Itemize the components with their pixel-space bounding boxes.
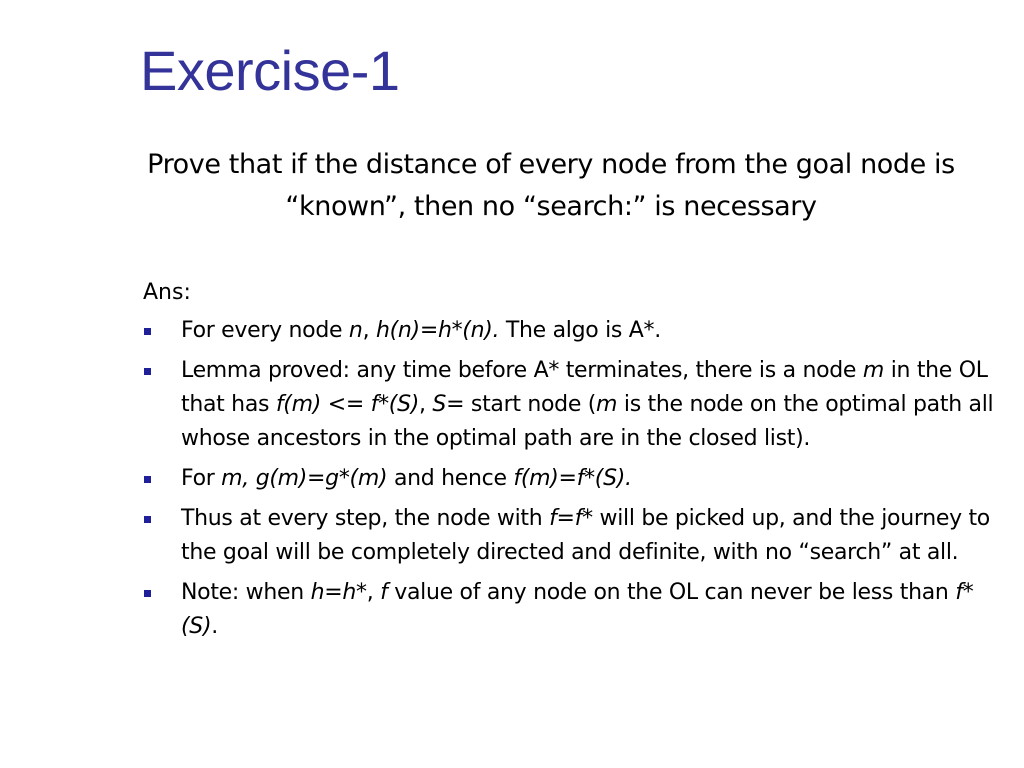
bullet-segment-italic: f(m)=f*(S). — [513, 466, 632, 491]
bullet-segment: , — [366, 580, 381, 605]
slide-title: Exercise-1 — [140, 39, 400, 102]
answer-bullet-list — [0, 314, 1001, 650]
square-bullet-icon — [144, 328, 151, 335]
bullet-segment-italic: h(n)=h*(n). — [375, 318, 500, 343]
bullet-segment: is the node on the optimal path all whose ancestors in the optimal path are in the closed list). — [181, 392, 994, 451]
bullet-segment: Lemma proved: any time before A* terminates, there is a node — [181, 358, 863, 383]
bullet-segment: value of any node on the OL can never be less than — [387, 580, 956, 605]
bullet-segment: For — [181, 466, 222, 491]
bullet-segment-italic: m — [862, 358, 884, 383]
bullet-segment: will be picked up, and the journey to the goal will be completely directed and definite, with no “search” at all. — [181, 506, 990, 565]
square-bullet-icon — [144, 368, 151, 375]
square-bullet-icon — [144, 476, 151, 483]
bullet-segment-italic: n — [348, 318, 363, 343]
square-bullet-icon — [144, 590, 151, 597]
bullet-segment-italic: m — [596, 392, 618, 417]
bullet-segment: and hence — [387, 466, 514, 491]
bullet-segment: in the OL that has — [181, 358, 988, 417]
answer-bullet — [0, 354, 1001, 456]
exercise-statement: Prove that if the distance of every node from the goal node is “known”, then no “search:” is necessary — [147, 149, 955, 222]
answer-bullet — [0, 462, 1001, 496]
bullet-segment-italic: f*(S) — [181, 580, 974, 639]
answer-bullet — [0, 576, 1001, 644]
answer-bullet — [0, 314, 1001, 348]
bullet-segment: = start node ( — [446, 392, 597, 417]
bullet-segment-italic: f=f* — [549, 506, 593, 531]
bullet-segment: Thus at every step, the node with — [181, 506, 550, 531]
bullet-segment-italic: S — [432, 392, 447, 417]
bullet-segment: The algo is A*. — [499, 318, 661, 343]
bullet-segment: For every node — [181, 318, 349, 343]
square-bullet-icon — [144, 516, 151, 523]
answer-bullet — [0, 502, 1001, 570]
bullet-segment: Note: when — [181, 580, 311, 605]
bullet-segment-italic: f(m) <= f*(S) — [275, 392, 420, 417]
bullet-segment-italic: h=h* — [310, 580, 367, 605]
answer-label: Ans: — [143, 280, 191, 305]
bullet-segment-italic: f — [380, 580, 388, 605]
bullet-segment: , — [362, 318, 376, 343]
bullet-segment-italic: m, g(m)=g*(m) — [221, 466, 388, 491]
bullet-segment: . — [211, 614, 218, 639]
bullet-segment: , — [419, 392, 433, 417]
